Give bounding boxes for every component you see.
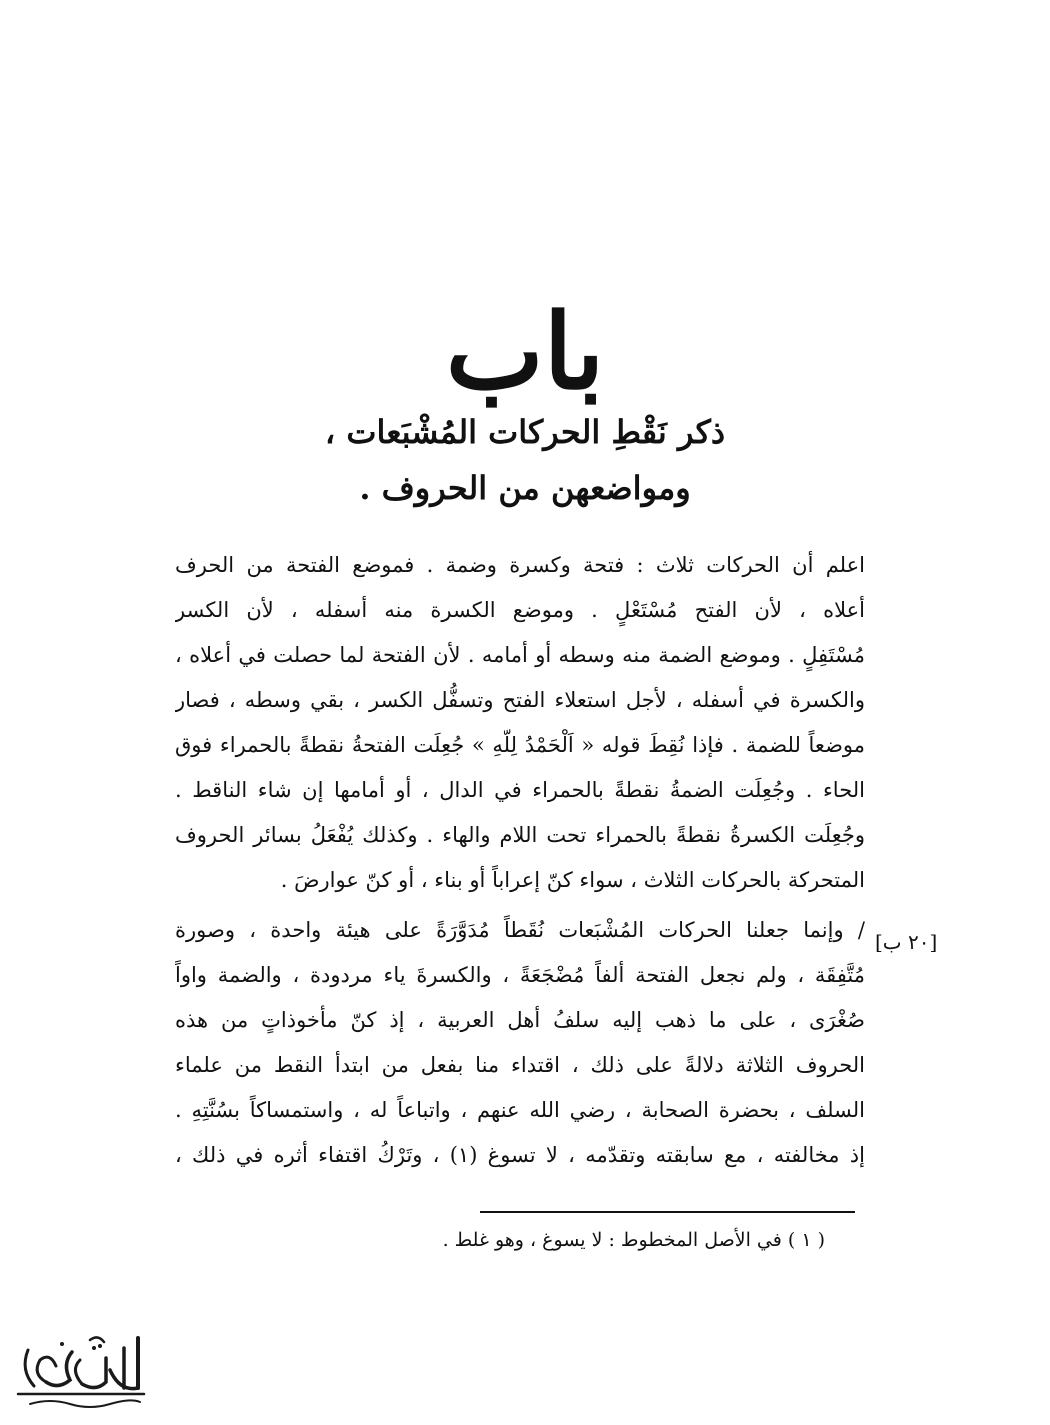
- text-line: إذ مخالفته ، مع سابقته وتقدّمه ، لا تسوغ (١) ، وتَرْكُ اقتفاء أثره في ذلك ،: [175, 1143, 865, 1167]
- chapter-title-line-1: ذكر نَقْطِ الحركات المُشْبَعات ،: [324, 413, 726, 451]
- text-line: / وإنما جعلنا الحركات المُشْبَعات نُقَطاً مُدَوَّرَةً على هيئة واحدة ، وصورة: [175, 918, 865, 942]
- text-line: السلف ، بحضرة الصحابة ، رضي الله عنهم ، واتباعاً له ، واستمساكاً بسُنَّتِهِ .: [175, 1098, 865, 1122]
- margin-folio-note: [٢٠ ب]: [875, 930, 938, 954]
- text-line: الحروف الثلاثة دلالةً على ذلك ، اقتداء منا بفعل من ابتدأ النقط من علماء: [175, 1053, 865, 1077]
- paragraph-1: [175, 543, 865, 903]
- text-line: وجُعِلَت الكسرةُ نقطةً بالحمراء تحت اللام والهاء . وكذلك يُفْعَلُ بسائر الحروف: [175, 823, 865, 847]
- text-line: اعلم أن الحركات ثلاث : فتحة وكسرة وضمة . فموضع الفتحة من الحرف: [175, 553, 865, 577]
- footnote: ( ١ ) في الأصل المخطوط : لا يسوغ ، وهو غلط .: [442, 1229, 825, 1251]
- chapter-title: [0, 404, 1050, 516]
- text-line: موضعاً للضمة . فإذا نُقِطَ قوله « اَلْحَمْدُ لِلّهِ » جُعِلَت الفتحةُ نقطةً بالحمراء فوق: [175, 733, 865, 757]
- text-line: المتحركة بالحركات الثلاث ، سواء كنّ إعراباً أو بناء ، أو كنّ عوارضَ .: [280, 868, 865, 892]
- body-text: [175, 543, 865, 1178]
- chapter-title-line-2: ومواضعهن من الحروف .: [359, 469, 691, 507]
- footnote-divider: [480, 1211, 855, 1213]
- library-stamp-logo: [10, 1330, 150, 1415]
- paragraph-2: [175, 908, 865, 1178]
- text-line: مُسْتَفِلٍ . وموضع الضمة منه وسطه أو أمامه . لأن الفتحة لما حصلت في أعلاه ،: [175, 643, 865, 667]
- chapter-heading: باب: [445, 290, 605, 413]
- text-line: والكسرة في أسفله ، لأجل استعلاء الفتح وتسفُّل الكسر ، بقي وسطه ، فصار: [175, 688, 865, 712]
- text-line: مُتَّفِقَة ، ولم نجعل الفتحة ألفاً مُضْجَعَةً ، والكسرةَ ياء مردودة ، والضمة واواً: [175, 963, 865, 987]
- text-line: أعلاه ، لأن الفتح مُسْتَعْلٍ . وموضع الكسرة منه أسفله ، لأن الكسر: [175, 598, 865, 622]
- text-line: صُغْرَى ، على ما ذهب إليه سلفُ أهل العربية ، إذ كنّ مأخوذاتٍ من هذه: [175, 1008, 865, 1032]
- text-line: الحاء . وجُعِلَت الضمةُ نقطةً بالحمراء في الدال ، أو أمامها إن شاء الناقط .: [175, 778, 865, 802]
